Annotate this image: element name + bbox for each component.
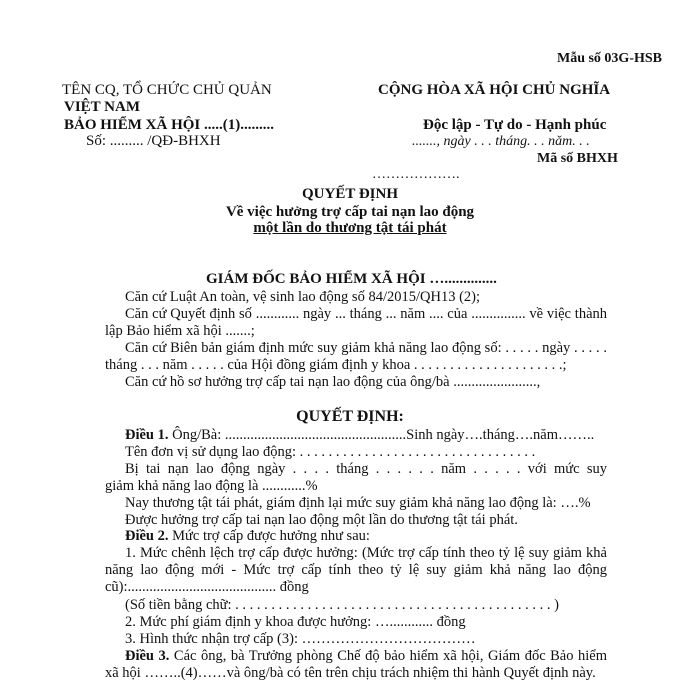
header-dots: ………………. xyxy=(372,167,460,182)
basis-4: Căn cứ hồ sơ hưởng trợ cấp tai nạn lao động của ông/bà ......................., xyxy=(125,374,541,390)
decision-heading: QUYẾT ĐỊNH: xyxy=(296,408,404,425)
nation-name: CỘNG HÒA XÃ HỘI CHỦ NGHĨA xyxy=(378,82,611,98)
agency-line-3: BẢO HIỂM XÃ HỘI .....(1)......... xyxy=(64,117,274,133)
basis-2: Căn cứ Quyết định số ............ ngày ... tháng ... năm .... của ............... về việc thành xyxy=(125,306,607,322)
motto: Độc lập - Tự do - Hạnh phúc xyxy=(423,117,607,133)
basis-3-cont: tháng . . . năm . . . . . của Hội đồng giám định y khoa . . . . . . . . . . . . . . . . . . . . .; xyxy=(105,357,567,373)
agency-line-1: TÊN CQ, TỔ CHỨC CHỦ QUẢN xyxy=(62,82,272,98)
basis-3: Căn cứ Biên bản giám định mức suy giảm khả năng lao động số: . . . . . ngày . . . . . xyxy=(125,340,607,356)
article-3 xyxy=(125,648,607,665)
article-1 xyxy=(125,427,594,444)
medical-fee-line: 2. Mức phí giám định y khoa được hưởng: …............ đồng xyxy=(125,614,466,630)
article-3-cont: xã hội ……..(4)……và ông/bà có tên trên chịu trách nhiệm thi hành Quyết định này. xyxy=(105,665,596,681)
decision-number: Số: ......... /QĐ-BHXH xyxy=(86,133,221,149)
article-2-label: Điều 2. xyxy=(125,528,169,544)
entitlement-line: Được hưởng trợ cấp tai nạn lao động một lần do thương tật tái phát. xyxy=(125,512,518,528)
article-1-label: Điều 1. xyxy=(125,427,169,443)
disability-rate-line: giảm khả năng lao động là ............% xyxy=(105,478,318,494)
social-insurance-code: Mã số BHXH xyxy=(537,151,618,166)
benefit-difference-cont: năng lao động mới - Mức trợ cấp tính theo tỷ lệ suy giảm khả năng lao động xyxy=(105,562,607,578)
payment-method-line: 3. Hình thức nhận trợ cấp (3): ……………………………… xyxy=(125,631,476,647)
decision-subtitle-2 xyxy=(0,220,700,237)
article-2-text: Mức trợ cấp được hưởng như sau: xyxy=(168,528,370,544)
employer-name-line: Tên đơn vị sử dụng lao động: . . . . . . . . . . . . . . . . . . . . . . . . . . . . . . . . . xyxy=(125,444,536,460)
agency-line-2: VIỆT NAM xyxy=(64,99,140,115)
benefit-amount-line: cũ):......................................... đồng xyxy=(105,579,309,595)
article-1-text: Ông/Bà: ..................................................Sinh ngày….tháng….năm…….. xyxy=(168,427,595,443)
article-3-label: Điều 3. xyxy=(125,648,170,664)
date-line: ......., ngày . . . tháng. . . năm. . . xyxy=(412,134,590,149)
reassessment-line: Nay thương tật tái phát, giám định lại mức suy giảm khả năng lao động là: ….% xyxy=(125,495,591,511)
article-2 xyxy=(125,528,370,545)
accident-date-line: Bị tai nạn lao động ngày . . . . tháng . . . . . . năm . . . . . với mức suy xyxy=(125,461,607,477)
decision-title: QUYẾT ĐỊNH xyxy=(302,186,398,202)
decision-subtitle-2-text: một lần do thương tật tái phát xyxy=(253,220,447,236)
amount-in-words-line: (Số tiền bằng chữ: . . . . . . . . . . . . . . . . . . . . . . . . . . . . . . . . . . . . . . . . . . . . ) xyxy=(125,597,559,613)
director-title: GIÁM ĐỐC BẢO HIỂM XÃ HỘI ….............. xyxy=(206,271,497,287)
form-code: Mẫu số 03G-HSB xyxy=(556,51,662,66)
basis-1: Căn cứ Luật An toàn, vệ sinh lao động số 84/2015/QH13 (2); xyxy=(125,289,481,305)
basis-2-cont: lập Bảo hiểm xã hội .......; xyxy=(105,323,255,339)
article-3-text: Các ông, bà Trưởng phòng Chế độ bảo hiểm xã hội, Giám đốc Bảo hiểm xyxy=(169,648,608,664)
benefit-difference-line: 1. Mức chênh lệch trợ cấp được hưởng: (Mức trợ cấp tính theo tỷ lệ suy giảm khả xyxy=(125,545,607,561)
decision-subtitle-1: Về việc hưởng trợ cấp tai nạn lao động xyxy=(225,204,475,220)
